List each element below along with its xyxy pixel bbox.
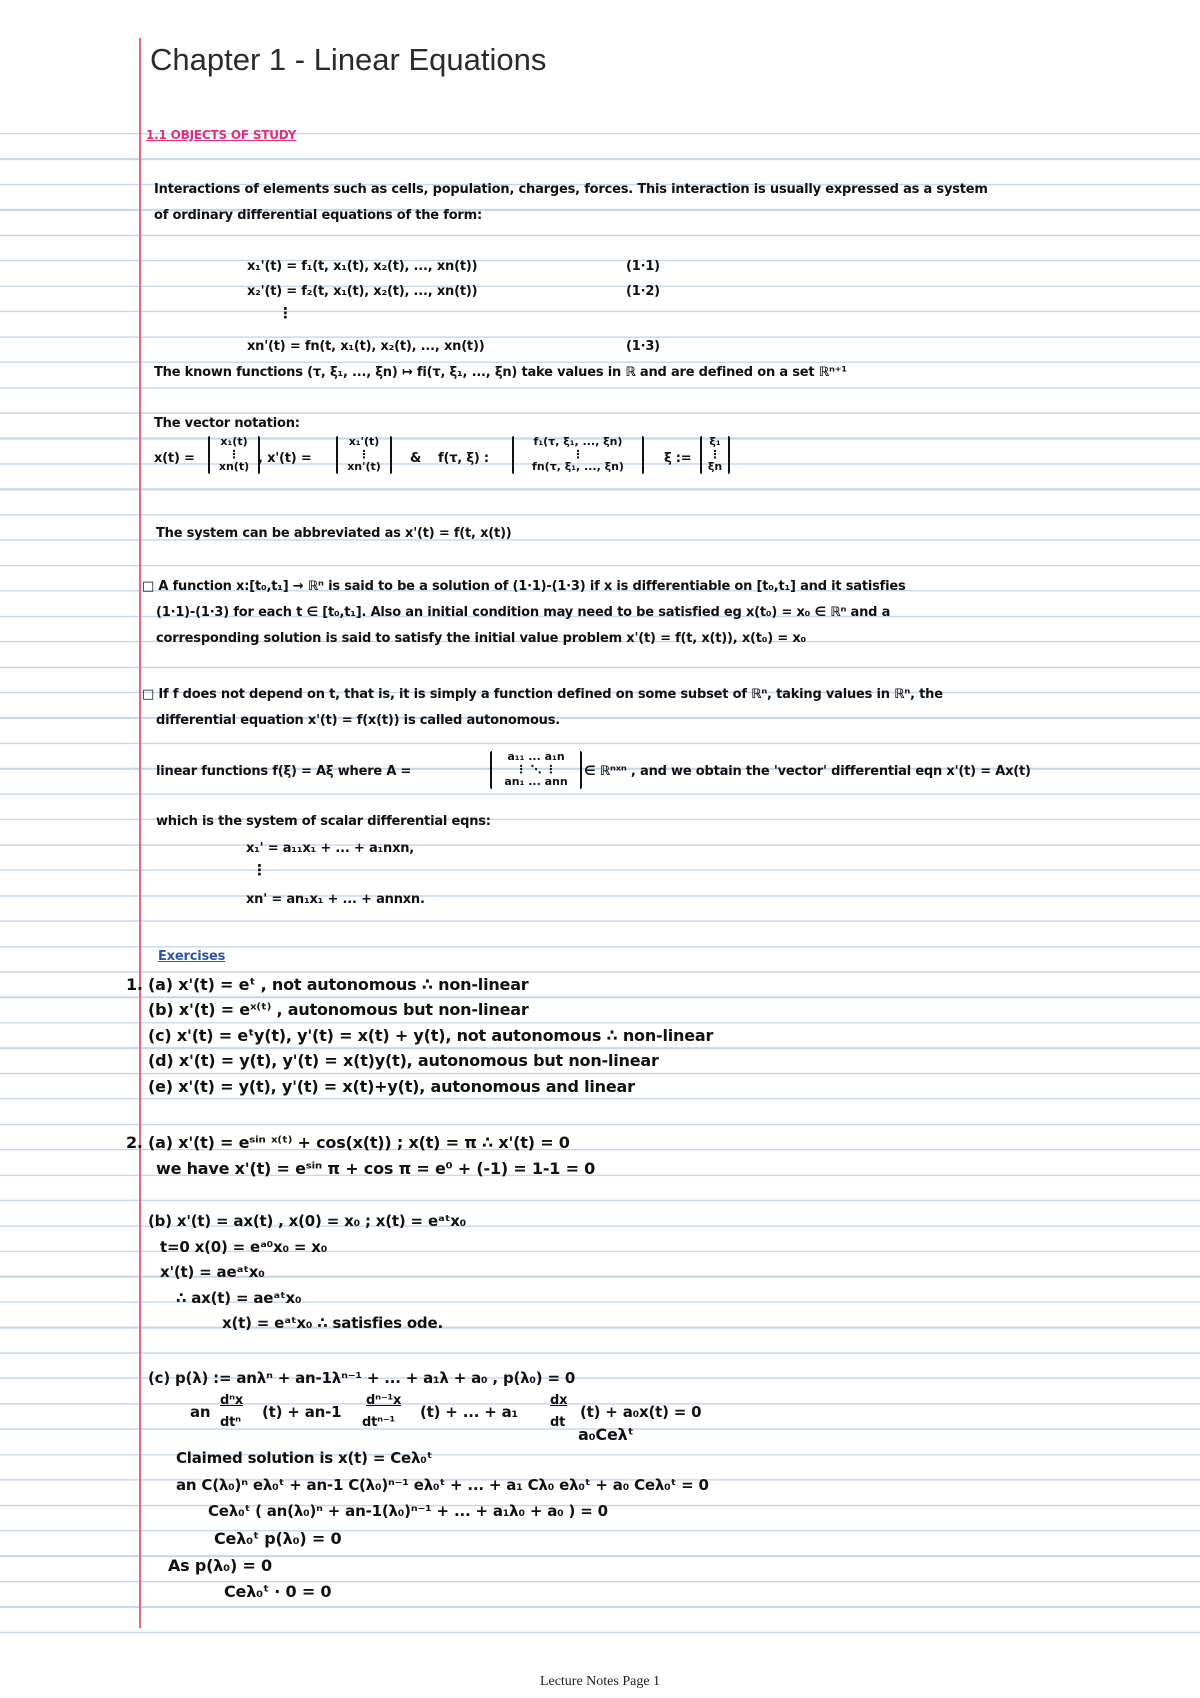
vector-xi-bot: ξn <box>707 460 723 474</box>
vector-x-mid: ⋮ <box>228 447 240 461</box>
ode-term-c: (t) + ... + a₁ <box>420 1403 518 1421</box>
vector-and: & <box>410 451 422 466</box>
equation-1-number: (1·1) <box>626 259 660 274</box>
exercise-1e: (e) x'(t) = y(t), y'(t) = x(t)+y(t), autonomous and linear <box>148 1077 635 1096</box>
vector-f-top: f₁(τ, ξ₁, ..., ξn) <box>533 435 623 448</box>
ode-frac2-denominator: dtⁿ⁻¹ <box>362 1415 395 1430</box>
vector-f-lhs: f(τ, ξ) : <box>438 451 489 466</box>
vector-xi-top: ξ₁ <box>709 435 721 448</box>
ode-coefficient-an: an <box>190 1403 211 1421</box>
vector-x-lhs: x(t) = <box>154 451 195 466</box>
matrix-a-mid: ⋮ ⋱ ⋮ <box>515 762 557 776</box>
scalar-ellipsis: ⋮ <box>252 861 267 879</box>
matrix-a <box>490 751 582 789</box>
exercise-2b-line-3: x'(t) = aeᵃᵗx₀ <box>160 1263 265 1281</box>
scalar-system-line: which is the system of scalar differential eqns: <box>156 814 491 829</box>
solution-line-1: □ A function x:[t₀,t₁] → ℝⁿ is said to be a solution of (1·1)-(1·3) if x is differentiable on [t₀,t₁] and it satisfies <box>142 579 906 594</box>
vector-f-column <box>512 436 644 474</box>
ode-frac2-numerator: dⁿ⁻¹x <box>366 1393 402 1408</box>
exercise-2c-conclusion: Ceλ₀ᵗ · 0 = 0 <box>224 1582 332 1601</box>
vector-xi-mid: ⋮ <box>709 447 721 461</box>
exercise-1a: (a) x'(t) = eᵗ , not autonomous ∴ non-linear <box>148 975 529 994</box>
vector-x-top: x₁(t) <box>220 435 248 448</box>
autonomous-line-2: differential equation x'(t) = f(x(t)) is called autonomous. <box>156 713 561 728</box>
equation-1: x₁'(t) = f₁(t, x₁(t), x₂(t), ..., xn(t)) <box>247 259 478 274</box>
page-footer: Lecture Notes Page 1 <box>539 1674 661 1689</box>
section-heading: 1.1 OBJECTS OF STUDY <box>146 128 297 142</box>
exercise-2c-substitution: an C(λ₀)ⁿ eλ₀ᵗ + an-1 C(λ₀)ⁿ⁻¹ eλ₀ᵗ + ... + a₁ Cλ₀ eλ₀ᵗ + a₀ Ceλ₀ᵗ = 0 <box>176 1476 709 1494</box>
linear-functions-rhs: ∈ ℝⁿˣⁿ , and we obtain the 'vector' differential eqn x'(t) = Ax(t) <box>584 764 1031 779</box>
vector-f-bot: fn(τ, ξ₁, ..., ξn) <box>532 460 624 474</box>
margin-line <box>139 38 141 1628</box>
solution-line-3: corresponding solution is said to satisfy the initial value problem x'(t) = f(t, x(t)), x(t₀) = x₀ <box>156 631 807 646</box>
exercise-2a-line-2: we have x'(t) = eˢⁱⁿ π + cos π = e⁰ + (-1) = 1-1 = 0 <box>156 1159 596 1178</box>
exercise-2-marker: 2. <box>126 1133 143 1152</box>
matrix-a-bot: an₁ ... ann <box>504 775 568 789</box>
abbreviation-line: The system can be abbreviated as x'(t) = f(t, x(t)) <box>156 526 512 541</box>
exercise-1b: (b) x'(t) = eˣ⁽ᵗ⁾ , autonomous but non-linear <box>148 1000 529 1019</box>
vector-x-column <box>208 436 260 474</box>
exercise-2c-line-1: (c) p(λ) := anλⁿ + an-1λⁿ⁻¹ + ... + a₁λ + a₀ , p(λ₀) = 0 <box>148 1369 576 1387</box>
vector-xprime-top: x₁'(t) <box>348 435 380 448</box>
ode-frac3-denominator: dt <box>550 1415 566 1430</box>
ode-term-d: (t) + a₀x(t) = 0 <box>580 1403 702 1421</box>
exercise-1d: (d) x'(t) = y(t), y'(t) = x(t)y(t), autonomous but non-linear <box>148 1051 659 1070</box>
vector-xi-lhs: ξ := <box>664 451 692 466</box>
linear-functions-lhs: linear functions f(ξ) = Aξ where A = <box>156 764 412 779</box>
vector-x-bot: xn(t) <box>218 460 250 474</box>
exercise-2c-as: As p(λ₀) = 0 <box>168 1556 272 1575</box>
exercise-2c-factored: Ceλ₀ᵗ ( an(λ₀)ⁿ + an-1(λ₀)ⁿ⁻¹ + ... + a₁λ₀ + a₀ ) = 0 <box>208 1502 608 1520</box>
exercise-2c-claim: Claimed solution is x(t) = Ceλ₀ᵗ <box>176 1449 433 1467</box>
vector-xprime-bot: xn'(t) <box>347 460 381 474</box>
known-functions-line: The known functions (τ, ξ₁, ..., ξn) ↦ fi(τ, ξ₁, ..., ξn) take values in ℝ and are defined on a set ℝⁿ⁺¹ <box>154 365 847 380</box>
vector-notation-label: The vector notation: <box>154 416 300 431</box>
exercise-2b-line-2: t=0 x(0) = eᵃ⁰x₀ = x₀ <box>160 1238 328 1256</box>
equation-2: x₂'(t) = f₂(t, x₁(t), x₂(t), ..., xn(t)) <box>247 284 478 299</box>
vector-xprime-lhs: , x'(t) = <box>258 451 312 466</box>
exercise-2a-line-1: (a) x'(t) = eˢⁱⁿ ˣ⁽ᵗ⁾ + cos(x(t)) ; x(t) = π ∴ x'(t) = 0 <box>148 1133 570 1152</box>
exercise-2b-line-5: x(t) = eᵃᵗx₀ ∴ satisfies ode. <box>222 1314 443 1332</box>
autonomous-line-1: □ If f does not depend on t, that is, it is simply a function defined on some subset of ℝⁿ, taking values in ℝⁿ, the <box>142 687 943 702</box>
exercise-2c-polynomial: Ceλ₀ᵗ p(λ₀) = 0 <box>214 1529 342 1548</box>
exercise-1c: (c) x'(t) = eᵗy(t), y'(t) = x(t) + y(t), not autonomous ∴ non-linear <box>148 1026 714 1045</box>
exercises-heading: Exercises <box>158 949 226 964</box>
page-title: Chapter 1 - Linear Equations <box>150 42 547 77</box>
equation-3-number: (1·3) <box>626 339 660 354</box>
vector-xi-column <box>700 436 730 474</box>
equation-2-number: (1·2) <box>626 284 660 299</box>
exercise-1-marker: 1. <box>126 975 143 994</box>
ode-frac1-denominator: dtⁿ <box>220 1415 241 1430</box>
matrix-a-top: a₁₁ ... a₁n <box>507 750 565 763</box>
intro-line-1: Interactions of elements such as cells, population, charges, forces. This interaction is usually expressed as a system <box>154 182 988 197</box>
intro-line-2: of ordinary differential equations of the form: <box>154 208 482 223</box>
vector-f-mid: ⋮ <box>572 447 584 461</box>
vector-xprime-mid: ⋮ <box>358 447 370 461</box>
ode-frac1-numerator: dⁿx <box>220 1393 244 1408</box>
equation-ellipsis: ⋮ <box>278 304 293 322</box>
solution-line-2: (1·1)-(1·3) for each t ∈ [t₀,t₁]. Also an initial condition may need to be satisfied eg x(t₀) = x₀ ∈ ℝⁿ and a <box>156 605 891 620</box>
scalar-equation-1: x₁' = a₁₁x₁ + ... + a₁nxn, <box>246 841 415 856</box>
ode-frac3-numerator: dx <box>550 1393 568 1408</box>
ode-side-note: a₀Ceλᵗ <box>578 1425 634 1444</box>
equation-3: xn'(t) = fn(t, x₁(t), x₂(t), ..., xn(t)) <box>247 339 485 354</box>
exercise-2b-line-4: ∴ ax(t) = aeᵃᵗx₀ <box>176 1289 302 1307</box>
vector-xprime-column <box>336 436 392 474</box>
ode-term-b: (t) + an-1 <box>262 1403 342 1421</box>
scalar-equation-n: xn' = an₁x₁ + ... + annxn. <box>246 892 425 907</box>
exercise-2b-line-1: (b) x'(t) = ax(t) , x(0) = x₀ ; x(t) = eᵃᵗx₀ <box>148 1212 467 1230</box>
